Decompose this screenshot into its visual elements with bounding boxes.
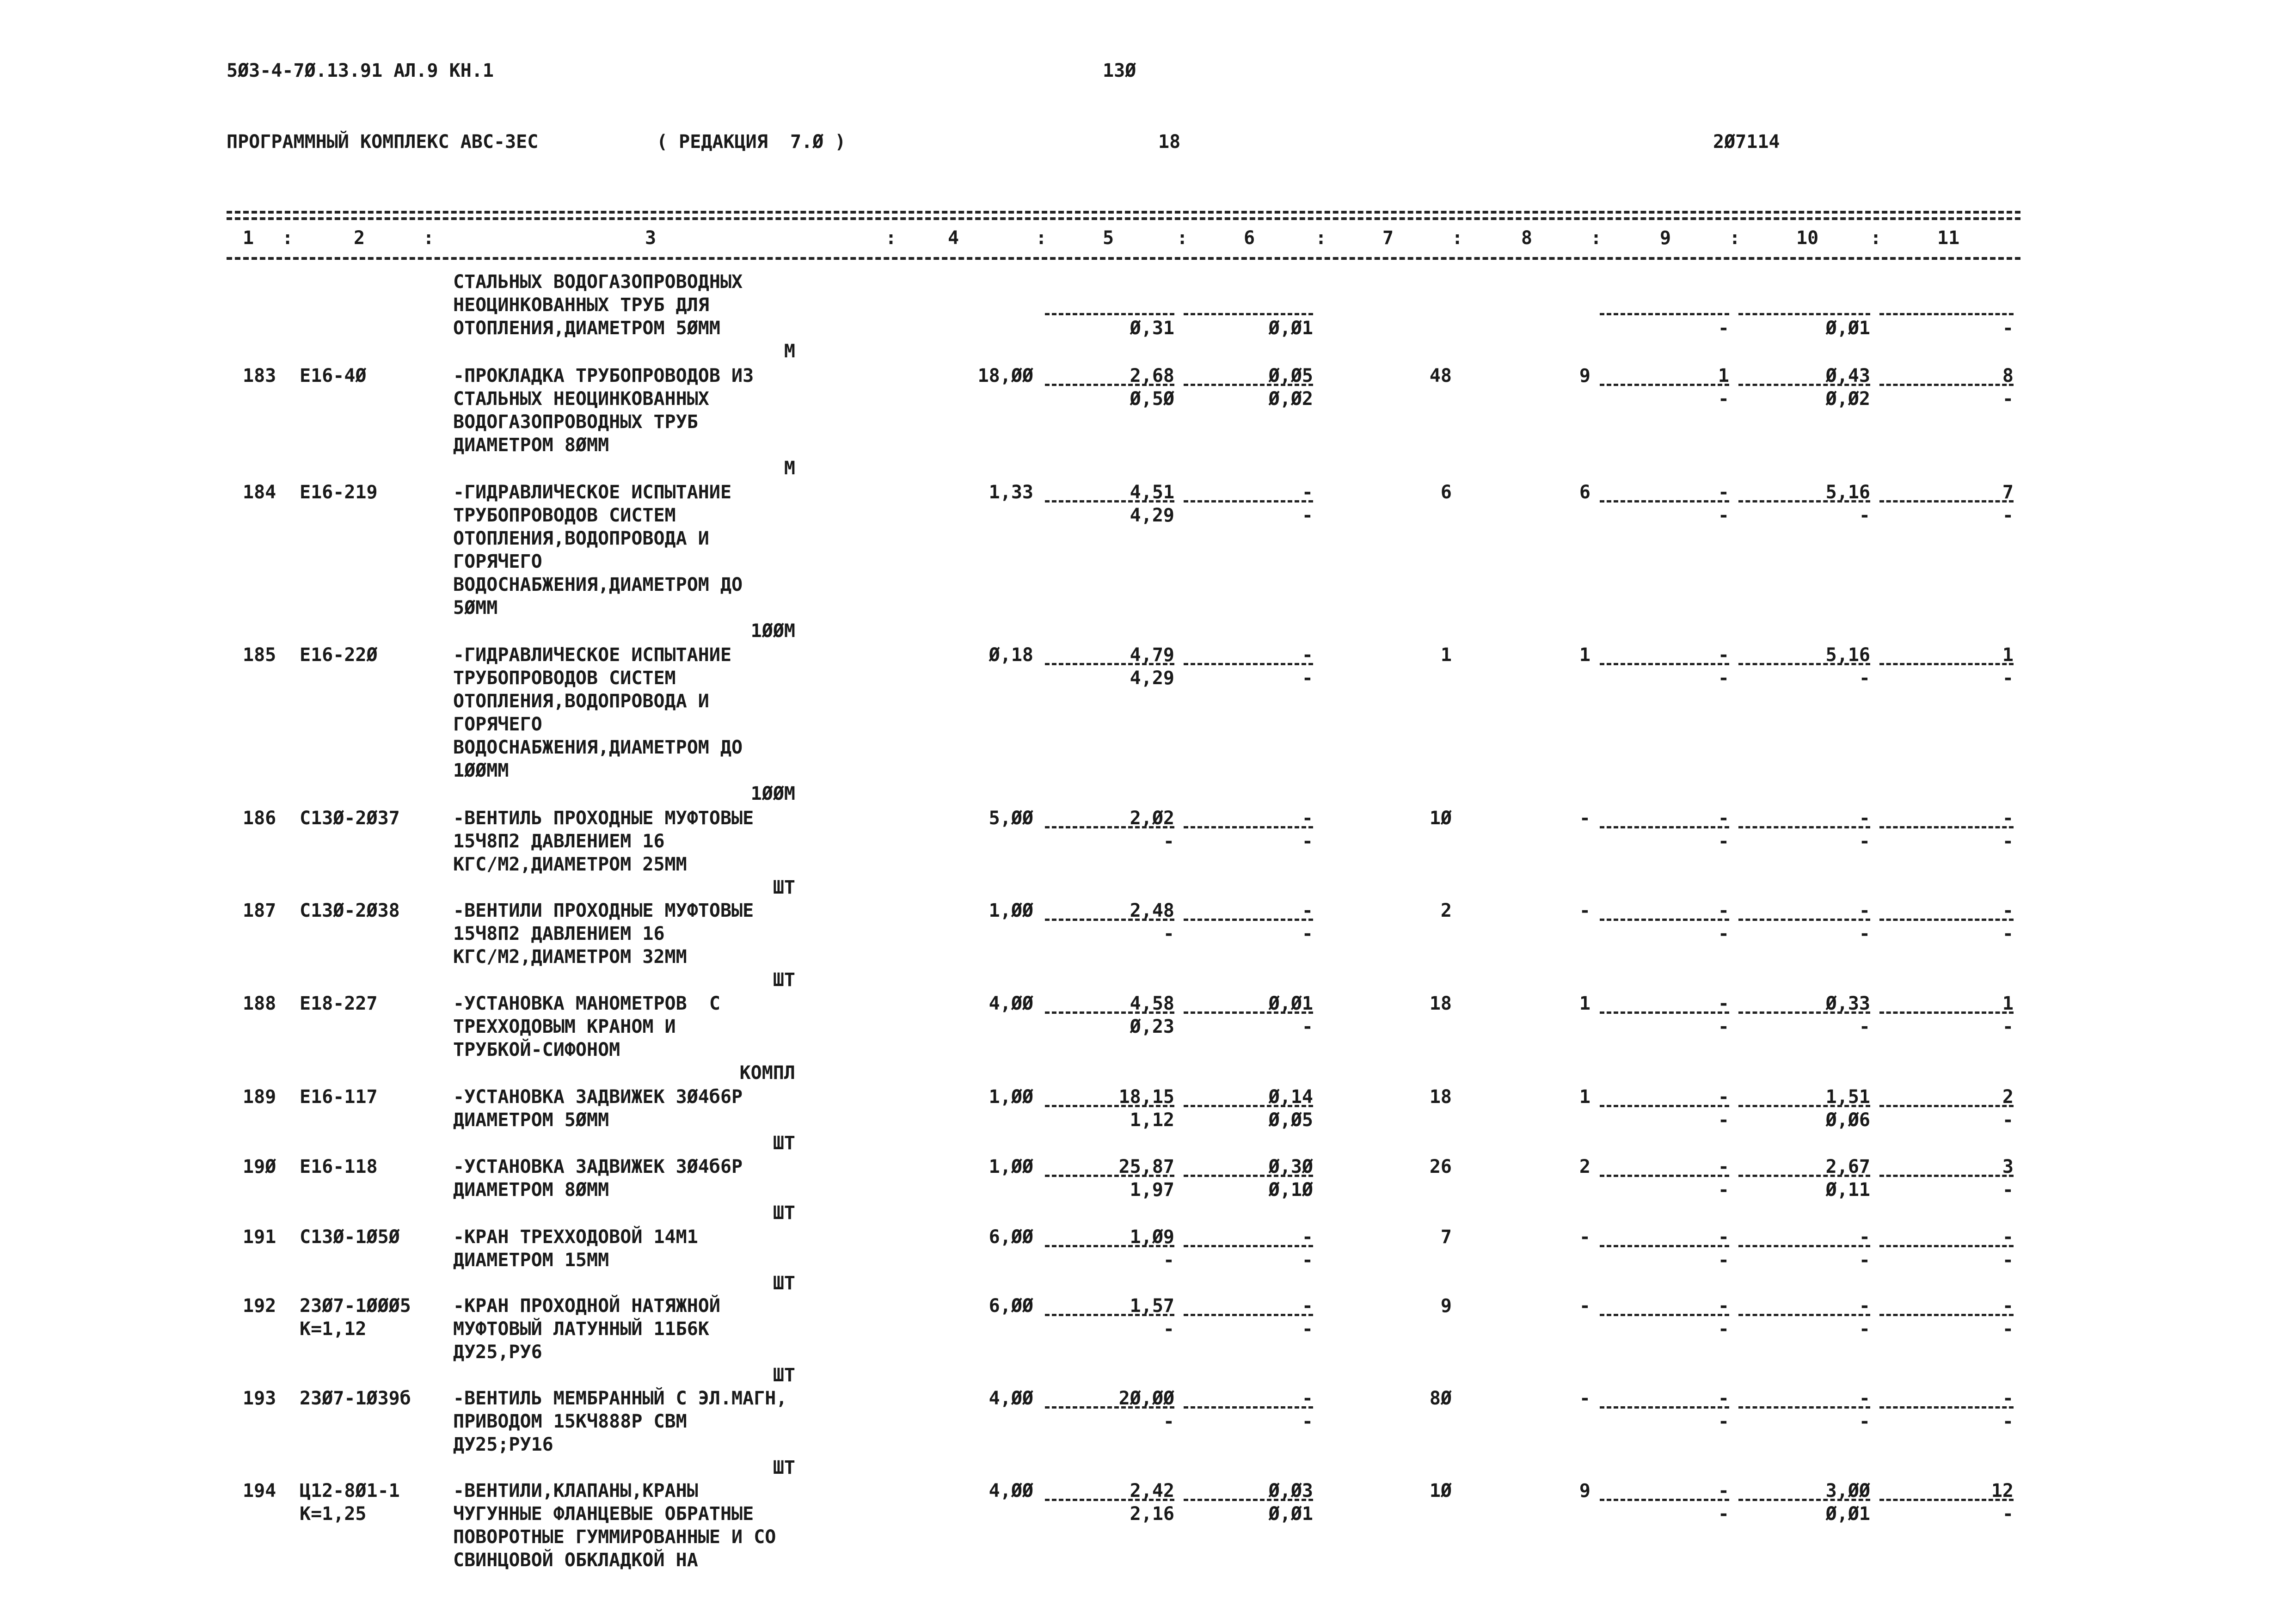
cell-c9-upper: - [1718, 482, 1729, 503]
cell-c8: 2 [1579, 1156, 1590, 1177]
cell-c11-lower: - [2002, 1109, 2014, 1131]
cell-c5-upper: 2,42 [1130, 1480, 1174, 1501]
column-separator: : [282, 227, 294, 249]
work-description-line: -ПРОКЛАДКА ТРУБОПРОВОДОВ ИЗ [453, 365, 754, 386]
cell-c8: 9 [1579, 365, 1590, 386]
cell-c9-lower: - [1718, 923, 1729, 944]
cell-c11-upper: 1 [2002, 993, 2014, 1014]
row-number: 193 [243, 1388, 276, 1409]
cell-c9-upper: - [1718, 644, 1729, 666]
work-description-line: СТАЛЬНЫХ НЕОЦИНКОВАННЫХ [453, 388, 709, 410]
cell-c6-lower: - [1302, 923, 1313, 944]
cell-c6-lower: - [1302, 1016, 1313, 1037]
cell-separator-line [1879, 1406, 2014, 1409]
column-number-10: 10 [1796, 227, 1819, 249]
column-number-3: 3 [645, 227, 657, 249]
cell-c11-lower: - [2002, 923, 2014, 944]
work-description-line: ГОРЯЧЕГО [453, 551, 542, 572]
column-number-5: 5 [1103, 227, 1114, 249]
cell-c10-lower: - [1859, 831, 1870, 852]
cell-c10-upper: - [1859, 1388, 1870, 1409]
work-description-line: 15Ч8П2 ДАВЛЕНИЕМ 16 [453, 923, 665, 944]
cell-c9-lower: - [1718, 1411, 1729, 1432]
table-top-rule-2 [227, 217, 2020, 220]
unit-of-measure: М [784, 458, 795, 479]
cell-c7: 48 [1429, 365, 1452, 386]
cell-c8: 6 [1579, 482, 1590, 503]
row-number: 186 [243, 808, 276, 829]
cell-separator-line [1045, 313, 1174, 315]
cell-c6-lower: - [1302, 668, 1313, 689]
cell-c10-upper: 2,67 [1825, 1156, 1870, 1177]
cell-c5-lower: - [1163, 1318, 1174, 1340]
cell-c6-upper: - [1302, 1295, 1313, 1317]
column-number-7: 7 [1382, 227, 1394, 249]
cell-c11-upper: 3 [2002, 1156, 2014, 1177]
cell-c5-upper: 1,Ø9 [1130, 1226, 1174, 1248]
coefficient: К=1,12 [300, 1318, 367, 1340]
quantity: 6,ØØ [989, 1295, 1033, 1317]
cell-c11-upper: 1 [2002, 644, 2014, 666]
quantity: Ø,18 [989, 644, 1033, 666]
cell-c6-lower: Ø,Ø5 [1268, 1109, 1313, 1131]
work-description-line: -УСТАНОВКА ЗАДВИЖЕК 3Ø4б6Р [453, 1086, 743, 1108]
column-number-2: 2 [354, 227, 365, 249]
column-number-11: 11 [1937, 227, 1960, 249]
cell-c5-lower: - [1163, 831, 1174, 852]
cell-c5-lower: 4,29 [1130, 505, 1174, 526]
estimate-code: 23Ø7-1ØØØ5 [300, 1295, 411, 1317]
work-description-line: -ВЕНТИЛИ ПРОХОДНЫЕ МУФТОВЫЕ [453, 900, 754, 921]
document-reference: 5Ø3-4-7Ø.13.91 АЛ.9 КН.1 [227, 60, 494, 81]
cell-c7: 9 [1440, 1295, 1452, 1317]
cell-c9-upper: - [1718, 1480, 1729, 1501]
quantity: 5,ØØ [989, 808, 1033, 829]
work-description-line: КГС/М2,ДИАМЕТРОМ 32ММ [453, 946, 687, 968]
cell-c6-lower: - [1302, 1318, 1313, 1340]
estimate-code: 23Ø7-1Ø39б [300, 1388, 411, 1409]
cell-c11-lower: - [2002, 668, 2014, 689]
work-description-line: -ВЕНТИЛИ,КЛАПАНЫ,КРАНЫ [453, 1480, 698, 1501]
cell-c9-upper: - [1718, 900, 1729, 921]
work-description-line: -УСТАНОВКА МАНОМЕТРОВ С [453, 993, 720, 1014]
cell-c6-upper: Ø,Ø1 [1268, 993, 1313, 1014]
work-description-line: ОТОПЛЕНИЯ,ВОДОПРОВОДА И [453, 691, 709, 712]
work-description-line: СТАЛЬНЫХ ВОДОГАЗОПРОВОДНЫХ [453, 271, 743, 293]
cell-c7: 18 [1429, 993, 1452, 1014]
work-description-line: ВОДОГАЗОПРОВОДНЫХ ТРУБ [453, 411, 698, 433]
cell-c5-upper: 18,15 [1118, 1086, 1174, 1108]
cell-c8: 1 [1579, 993, 1590, 1014]
work-description-line: ДИАМЕТРОМ 8ØММ [453, 1179, 609, 1201]
cell-separator-line [1738, 313, 1870, 315]
column-separator: : [1452, 227, 1463, 249]
column-separator: : [1036, 227, 1047, 249]
cell-c5-upper: 2,48 [1130, 900, 1174, 921]
cell-c6-upper: - [1302, 808, 1313, 829]
work-description-line: ОТОПЛЕНИЯ,ВОДОПРОВОДА И [453, 528, 709, 549]
cell-separator-line [1879, 663, 2014, 665]
cell-c8: 9 [1579, 1480, 1590, 1501]
row-number: 184 [243, 482, 276, 503]
work-description-line: ПОВОРОТНЫЕ ГУММИРОВАННЫЕ И СО [453, 1526, 776, 1548]
work-description-line: НЕОЦИНКОВАННЫХ ТРУБ ДЛЯ [453, 294, 709, 316]
cell-c10-upper: Ø,33 [1825, 993, 1870, 1014]
row-number: 189 [243, 1086, 276, 1108]
cell-c5-upper: 1,57 [1130, 1295, 1174, 1317]
estimate-code: Е16-219 [300, 482, 378, 503]
cell-separator-line [1879, 1105, 2014, 1107]
cell-c5-upper: 2,68 [1130, 365, 1174, 386]
cell-c6-lower: - [1302, 1411, 1313, 1432]
work-description-line: ДУ25;РУ16 [453, 1434, 553, 1455]
estimate-code: С13Ø-2Ø37 [300, 808, 400, 829]
cell-c10-upper: - [1859, 1295, 1870, 1317]
cell-c10-lower: Ø,Ø1 [1825, 318, 1870, 339]
cell-c5-upper: 4,79 [1130, 644, 1174, 666]
cell-c10-lower: - [1859, 1318, 1870, 1340]
cell-c9-lower: - [1718, 505, 1729, 526]
cell-c10-lower: - [1859, 1250, 1870, 1271]
work-description-line: 15Ч8П2 ДАВЛЕНИЕМ 16 [453, 831, 665, 852]
estimate-code: Е16-117 [300, 1086, 378, 1108]
cell-c9-upper: - [1718, 1226, 1729, 1248]
cell-c10-lower: Ø,11 [1825, 1179, 1870, 1201]
cell-c10-upper: 1,51 [1825, 1086, 1870, 1108]
cell-c6-lower: Ø,Ø1 [1268, 318, 1313, 339]
cell-c10-lower: - [1859, 668, 1870, 689]
work-description-line: -ВЕНТИЛЬ ПРОХОДНЫЕ МУФТОВЫЕ [453, 808, 754, 829]
work-description-line: ОТОПЛЕНИЯ,ДИАМЕТРОМ 5ØММ [453, 318, 720, 339]
work-description-line: -ГИДРАВЛИЧЕСКОЕ ИСПЫТАНИЕ [453, 644, 732, 666]
cell-c8: - [1579, 808, 1590, 829]
cell-c11-upper: - [2002, 1295, 2014, 1317]
cell-c8: - [1579, 1295, 1590, 1317]
unit-of-measure: ШТ [773, 877, 795, 898]
cell-c7: 6 [1440, 482, 1452, 503]
estimate-code: Е18-227 [300, 993, 378, 1014]
cell-c9-upper: - [1718, 1295, 1729, 1317]
cell-c11-lower: - [2002, 505, 2014, 526]
sheet-number: 18 [1158, 131, 1181, 153]
cell-c6-lower: Ø,Ø1 [1268, 1503, 1313, 1525]
cell-c5-lower: Ø,5Ø [1130, 388, 1174, 410]
cell-c5-lower: Ø,23 [1130, 1016, 1174, 1037]
cell-c9-lower: - [1718, 1250, 1729, 1271]
cell-separator-line [1879, 384, 2014, 386]
unit-of-measure: ШТ [773, 1202, 795, 1224]
work-description-line: ЧУГУННЫЕ ФЛАНЦЕВЫЕ ОБРАТНЫЕ [453, 1503, 754, 1525]
cell-c9-lower: - [1718, 1109, 1729, 1131]
quantity: 1,ØØ [989, 1086, 1033, 1108]
cell-separator-line [1879, 313, 2014, 315]
cell-c6-lower: - [1302, 831, 1313, 852]
cell-c11-upper: 2 [2002, 1086, 2014, 1108]
row-number: 187 [243, 900, 276, 921]
cell-c6-upper: - [1302, 482, 1313, 503]
cell-c5-lower: - [1163, 1250, 1174, 1271]
cell-c5-upper: 2,Ø2 [1130, 808, 1174, 829]
row-number: 188 [243, 993, 276, 1014]
cell-c11-upper: - [2002, 1388, 2014, 1409]
work-description-line: ВОДОСНАБЖЕНИЯ,ДИАМЕТРОМ ДО [453, 574, 743, 595]
work-description-line: ДИАМЕТРОМ 5ØММ [453, 1109, 609, 1131]
work-description-line: МУФТОВЫЙ ЛАТУННЫЙ 11Б6К [453, 1318, 709, 1340]
cell-c10-lower: - [1859, 1016, 1870, 1037]
cell-c5-lower: 2,16 [1130, 1503, 1174, 1525]
page-number: 13Ø [1103, 60, 1136, 81]
cell-c5-upper: 4,58 [1130, 993, 1174, 1014]
cell-c10-lower: Ø,Ø2 [1825, 388, 1870, 410]
cell-c8: - [1579, 900, 1590, 921]
work-description-line: ДИАМЕТРОМ 15ММ [453, 1250, 609, 1271]
column-number-6: 6 [1244, 227, 1255, 249]
unit-of-measure: 1ØØМ [750, 783, 795, 804]
cell-separator-line [1879, 826, 2014, 828]
cell-c8: 1 [1579, 1086, 1590, 1108]
cell-c7: 7 [1440, 1226, 1452, 1248]
cell-c11-lower: - [2002, 318, 2014, 339]
cell-c8: - [1579, 1226, 1590, 1248]
quantity: 4,ØØ [989, 1480, 1033, 1501]
unit-of-measure: М [784, 341, 795, 362]
cell-c6-upper: Ø,Ø5 [1268, 365, 1313, 386]
work-description-line: ДУ25,РУ6 [453, 1342, 542, 1363]
cell-c9-upper: - [1718, 1156, 1729, 1177]
cell-c11-lower: - [2002, 1318, 2014, 1340]
cell-c11-upper: - [2002, 900, 2014, 921]
estimate-code: Е16-4Ø [300, 365, 367, 386]
row-number: 191 [243, 1226, 276, 1248]
unit-of-measure: ШТ [773, 1133, 795, 1154]
document-code: 2Ø7114 [1713, 131, 1780, 153]
cell-c9-lower: - [1718, 1016, 1729, 1037]
column-separator: : [423, 227, 435, 249]
cell-c10-upper: 3,ØØ [1825, 1480, 1870, 1501]
work-description-line: ПРИВОДОМ 15КЧ888Р СВМ [453, 1411, 687, 1432]
row-number: 19Ø [243, 1156, 276, 1177]
column-separator: : [1870, 227, 1882, 249]
cell-c6-upper: - [1302, 1226, 1313, 1248]
work-description-line: ВОДОСНАБЖЕНИЯ,ДИАМЕТРОМ ДО [453, 737, 743, 758]
cell-c11-lower: - [2002, 1503, 2014, 1525]
cell-c10-lower: - [1859, 505, 1870, 526]
cell-separator-line [1600, 313, 1729, 315]
quantity: 1,ØØ [989, 1156, 1033, 1177]
cell-c7: 1 [1440, 644, 1452, 666]
cell-c6-upper: Ø,3Ø [1268, 1156, 1313, 1177]
work-description-line: ТРУБОПРОВОДОВ СИСТЕМ [453, 505, 676, 526]
cell-separator-line [1879, 500, 2014, 503]
cell-c7: 8Ø [1429, 1388, 1452, 1409]
work-description-line: ДИАМЕТРОМ 8ØММ [453, 435, 609, 456]
quantity: 1,ØØ [989, 900, 1033, 921]
cell-c11-upper: 12 [1991, 1480, 2014, 1501]
work-description-line: -КРАН ПРОХОДНОЙ НАТЯЖНОЙ [453, 1295, 720, 1317]
table-top-rule [227, 211, 2020, 214]
quantity: 18,ØØ [977, 365, 1033, 386]
unit-of-measure: КОМПЛ [739, 1062, 795, 1084]
unit-of-measure: ШТ [773, 969, 795, 991]
row-number: 183 [243, 365, 276, 386]
column-separator: : [1315, 227, 1327, 249]
program-edition: ( РЕДАКЦИЯ 7.Ø ) [657, 131, 846, 153]
column-number-1: 1 [243, 227, 254, 249]
cell-c9-upper: - [1718, 808, 1729, 829]
cell-c8: - [1579, 1388, 1590, 1409]
cell-c9-lower: - [1718, 1179, 1729, 1201]
cell-c6-lower: Ø,Ø2 [1268, 388, 1313, 410]
work-description-line: -ГИДРАВЛИЧЕСКОЕ ИСПЫТАНИЕ [453, 482, 732, 503]
cell-separator-line [1879, 1499, 2014, 1501]
cell-c9-lower: - [1718, 1318, 1729, 1340]
cell-c9-lower: - [1718, 831, 1729, 852]
column-separator: : [1590, 227, 1602, 249]
estimate-code: С13Ø-1Ø5Ø [300, 1226, 400, 1248]
cell-separator-line [1879, 1245, 2014, 1247]
cell-c6-lower: - [1302, 1250, 1313, 1271]
cell-c7: 1Ø [1429, 1480, 1452, 1501]
work-description-line: -УСТАНОВКА ЗАДВИЖЕК 3Ø4б6Р [453, 1156, 743, 1177]
cell-c9-upper: - [1718, 993, 1729, 1014]
cell-c11-lower: - [2002, 1411, 2014, 1432]
cell-c5-lower: Ø,31 [1130, 318, 1174, 339]
cell-c10-upper: Ø,43 [1825, 365, 1870, 386]
cell-c10-upper: 5,16 [1825, 644, 1870, 666]
cell-c10-lower: - [1859, 923, 1870, 944]
cell-c11-lower: - [2002, 831, 2014, 852]
work-description-line: ТРУБОПРОВОДОВ СИСТЕМ [453, 668, 676, 689]
column-number-8: 8 [1521, 227, 1533, 249]
coefficient: К=1,25 [300, 1503, 367, 1525]
cell-c6-upper: - [1302, 644, 1313, 666]
quantity: 4,ØØ [989, 1388, 1033, 1409]
cell-c5-lower: 4,29 [1130, 668, 1174, 689]
quantity: 1,33 [989, 482, 1033, 503]
column-separator: : [1729, 227, 1741, 249]
cell-c9-lower: - [1718, 318, 1729, 339]
cell-c9-lower: - [1718, 1503, 1729, 1525]
work-description-line: СВИНЦОВОЙ ОБКЛАДКОЙ НА [453, 1550, 698, 1571]
work-description-line: 1ØØММ [453, 760, 509, 781]
cell-c11-lower: - [2002, 1016, 2014, 1037]
work-description-line: КГС/М2,ДИАМЕТРОМ 25ММ [453, 854, 687, 875]
cell-c7: 18 [1429, 1086, 1452, 1108]
cell-c10-lower: - [1859, 1411, 1870, 1432]
table-header-bottom-rule [227, 257, 2020, 260]
cell-c6-upper: - [1302, 1388, 1313, 1409]
cell-c11-lower: - [2002, 1250, 2014, 1271]
work-description-line: ТРУБКОЙ-СИФОНОМ [453, 1039, 620, 1060]
cell-c11-lower: - [2002, 388, 2014, 410]
cell-c9-lower: - [1718, 668, 1729, 689]
estimate-code: Е16-22Ø [300, 644, 378, 666]
cell-c10-upper: 5,16 [1825, 482, 1870, 503]
estimate-code: Е16-118 [300, 1156, 378, 1177]
estimate-code: С13Ø-2Ø38 [300, 900, 400, 921]
cell-c6-upper: Ø,14 [1268, 1086, 1313, 1108]
cell-c6-lower: - [1302, 505, 1313, 526]
cell-c5-upper: 4,51 [1130, 482, 1174, 503]
estimate-code: Ц12-8Ø1-1 [300, 1480, 400, 1501]
program-title: ПРОГРАММНЫЙ КОМПЛЕКС АВС-3ЕС [227, 131, 539, 153]
work-description-line: -ВЕНТИЛЬ МЕМБРАННЫЙ С ЭЛ.МАГН, [453, 1388, 787, 1409]
work-description-line: ТРЕХХОДОВЫМ КРАНОМ И [453, 1016, 676, 1037]
quantity: 4,ØØ [989, 993, 1033, 1014]
cell-c11-upper: - [2002, 1226, 2014, 1248]
cell-c5-lower: - [1163, 923, 1174, 944]
cell-c10-upper: - [1859, 1226, 1870, 1248]
cell-c11-upper: - [2002, 808, 2014, 829]
cell-c7: 1Ø [1429, 808, 1452, 829]
column-separator: : [1177, 227, 1188, 249]
cell-c11-upper: 7 [2002, 482, 2014, 503]
cell-c7: 2 [1440, 900, 1452, 921]
row-number: 185 [243, 644, 276, 666]
cell-c5-upper: 2Ø,ØØ [1118, 1388, 1174, 1409]
cell-c8: 1 [1579, 644, 1590, 666]
unit-of-measure: ШТ [773, 1365, 795, 1386]
column-separator: : [885, 227, 897, 249]
cell-separator-line [1879, 1011, 2014, 1014]
cell-c6-lower: Ø,1Ø [1268, 1179, 1313, 1201]
row-number: 192 [243, 1295, 276, 1317]
work-description-line: ГОРЯЧЕГО [453, 714, 542, 735]
cell-c9-lower: - [1718, 388, 1729, 410]
cell-c11-lower: - [2002, 1179, 2014, 1201]
cell-c5-lower: 1,97 [1130, 1179, 1174, 1201]
cell-c10-upper: - [1859, 808, 1870, 829]
work-description-line: 5ØММ [453, 597, 498, 619]
cell-c5-upper: 25,87 [1118, 1156, 1174, 1177]
unit-of-measure: 1ØØМ [750, 620, 795, 642]
cell-c6-upper: Ø,Ø3 [1268, 1480, 1313, 1501]
cell-c5-lower: - [1163, 1411, 1174, 1432]
cell-separator-line [1184, 313, 1313, 315]
cell-separator-line [1879, 1175, 2014, 1177]
column-number-4: 4 [948, 227, 959, 249]
cell-c9-upper: - [1718, 1086, 1729, 1108]
cell-c6-upper: - [1302, 900, 1313, 921]
unit-of-measure: ШТ [773, 1273, 795, 1294]
cell-c7: 26 [1429, 1156, 1452, 1177]
unit-of-measure: ШТ [773, 1457, 795, 1478]
cell-c10-upper: - [1859, 900, 1870, 921]
column-number-9: 9 [1660, 227, 1671, 249]
cell-c10-lower: Ø,Ø1 [1825, 1503, 1870, 1525]
work-description-line: -КРАН ТРЕХХОДОВОЙ 14М1 [453, 1226, 698, 1248]
cell-c5-lower: 1,12 [1130, 1109, 1174, 1131]
cell-c10-lower: Ø,Ø6 [1825, 1109, 1870, 1131]
cell-c11-upper: 8 [2002, 365, 2014, 386]
row-number: 194 [243, 1480, 276, 1501]
cell-c9-upper: - [1718, 1388, 1729, 1409]
quantity: 6,ØØ [989, 1226, 1033, 1248]
cell-separator-line [1879, 1314, 2014, 1316]
cell-c9-upper: 1 [1718, 365, 1729, 386]
cell-separator-line [1879, 919, 2014, 921]
